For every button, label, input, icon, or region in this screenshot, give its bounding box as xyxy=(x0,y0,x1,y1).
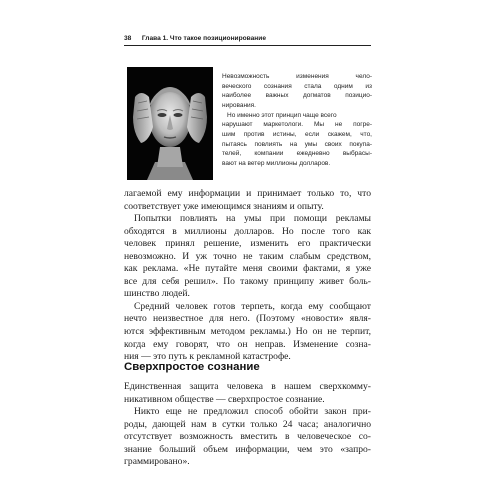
caption-line: Невозможность изменения чело- xyxy=(222,73,372,80)
text-line: ния — это путь к рекламной катастрофе. xyxy=(124,351,291,363)
text-line: невозможно. И уж точно не таким слабым средством, xyxy=(124,250,371,262)
text-line: знание больший объем информации, чем это «запро- xyxy=(124,443,371,455)
text-line: Средний человек готов терпеть, когда ему сообщают xyxy=(134,300,371,312)
text-line: никативном обществе — сверхпростое сознание. xyxy=(124,393,325,405)
body-text-bottom xyxy=(124,381,371,469)
paragraph xyxy=(124,301,371,364)
paragraph xyxy=(124,213,371,301)
text-line: нечто неизвестное для него. (Поэтому «новости» явля- xyxy=(124,313,371,325)
text-line: Попытки повлиять на умы при помощи рекламы xyxy=(134,213,371,225)
text-line: Никто еще не предложил способ обойти закон при- xyxy=(134,406,371,418)
paragraph xyxy=(124,381,371,406)
text-line: роды, дающей нам в сутки только 24 часа; аналогично xyxy=(124,418,371,430)
caption-line: телей, компании ежедневно выбрасы- xyxy=(222,150,372,158)
text-line: когда ему говорят, что он неправ. Изменение созна- xyxy=(124,338,371,350)
caption-line: Но именно этот принцип чаще всего xyxy=(227,111,337,119)
text-line: обходятся в миллионы долларов. Но после того как xyxy=(124,225,371,237)
text-line: отсутствует возможность вместить в человеческое со- xyxy=(124,431,371,443)
section-heading: Сверхпростое сознание xyxy=(124,361,260,373)
text-line: лагаемой ему информации и принимает только то, что xyxy=(124,188,371,199)
text-line: соответствует уже имеющимся знаниям и опыту. xyxy=(124,200,324,212)
covered-ears-face-image xyxy=(127,67,213,180)
body-text-top xyxy=(124,188,371,364)
text-line: шинство людей. xyxy=(124,288,190,300)
caption-line: нирования. xyxy=(222,101,256,109)
text-line: граммировано». xyxy=(124,456,190,468)
chapter-title: Глава 1. Что такое позиционирование xyxy=(141,35,266,42)
header-rule xyxy=(124,45,371,46)
caption-line: шим против истины, если скажем, что, xyxy=(222,130,372,138)
paragraph xyxy=(124,188,371,213)
caption-line: нарушают маркетологи. Мы не погре- xyxy=(222,121,372,129)
page-number: 38 xyxy=(124,35,132,42)
text-line: человек принял решение, изменить его практически xyxy=(124,238,371,250)
text-line: ются эффективным методом рекламы.) Но он не терпит, xyxy=(124,326,371,338)
caption-line: пытаясь повлиять на умы своих покупа- xyxy=(222,140,372,148)
text-line: Единственная защита человека в нашем сверхкомму- xyxy=(124,381,371,392)
text-line: все для себя решил». По такому принципу живет боль- xyxy=(124,275,371,287)
caption-line: наиболее важных догматов позицио- xyxy=(222,92,372,100)
paragraph xyxy=(124,406,371,469)
figure-caption xyxy=(222,72,372,169)
running-header xyxy=(124,34,371,43)
caption-line: веческого сознания стала одним из xyxy=(222,82,372,90)
text-line: как реклама. «Не путайте меня своими фактами, я уже xyxy=(124,263,371,275)
caption-line: вают на ветер миллионы долларов. xyxy=(222,159,331,167)
